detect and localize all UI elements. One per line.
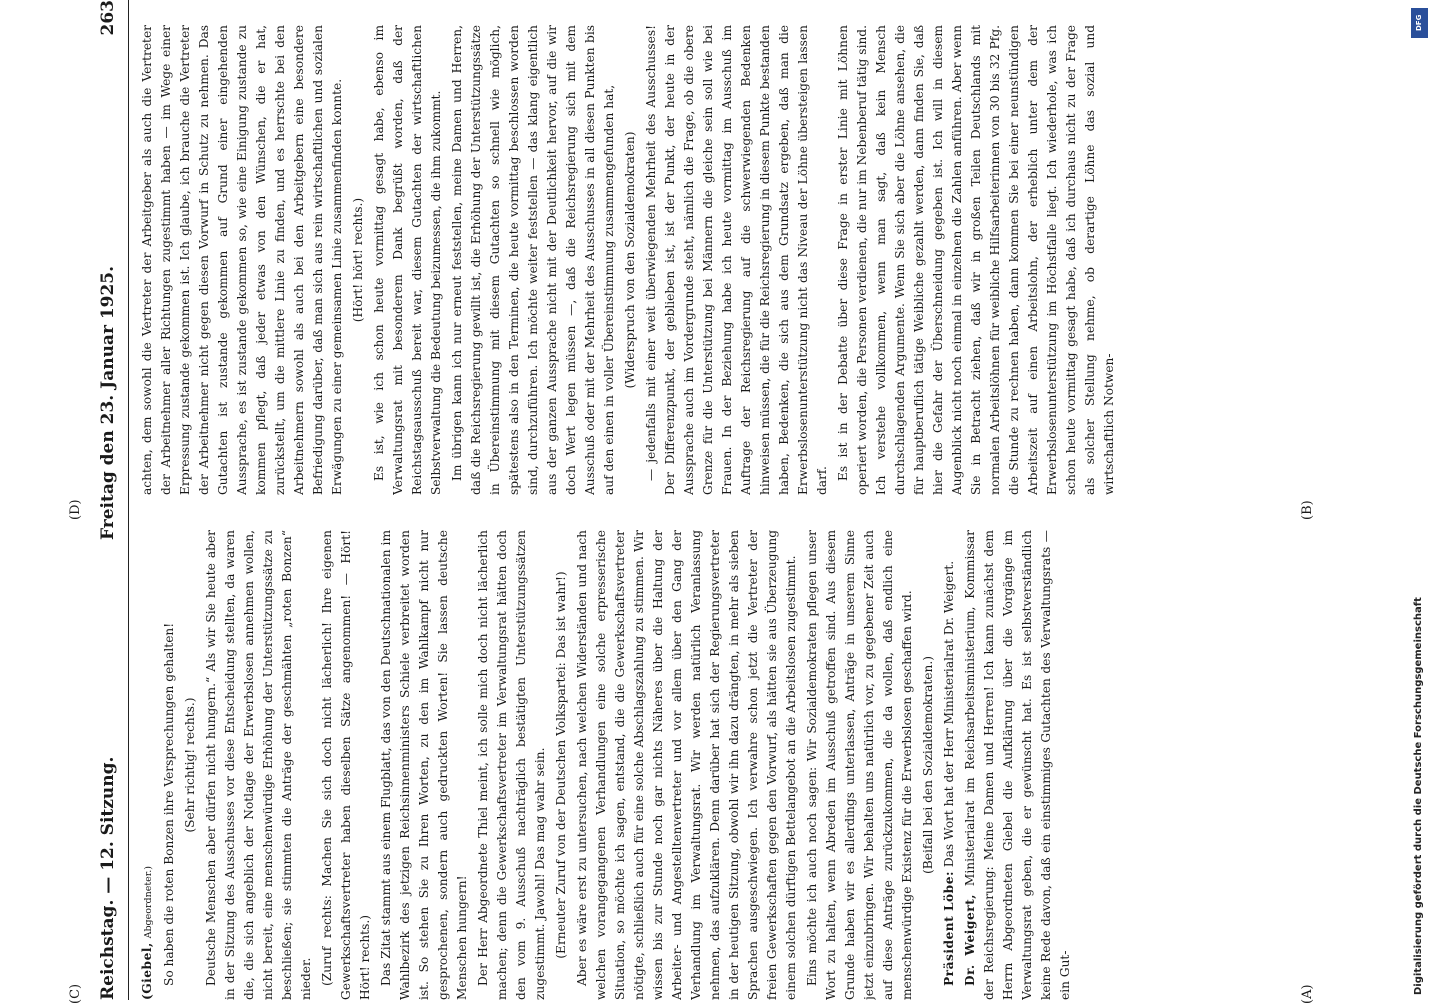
paragraph: Das Zitat stammt aus einem Flugblatt, das von den Deutschnationalen im Wahlbezirk des jetzigen Reichsinnenministers Schiele verbreitet worden ist. So stehen Sie zu Ihren Worten, zu den im Wahlkampf nicht nur gesprochenen, sondern auch gedruckten Worten! Sie lassen deutsche Menschen hungern!	[379, 530, 469, 1000]
paragraph: (Zuruf rechts: Machen Sie sich doch nicht lächerlich! Ihre eigenen Gewerkschaftsvertreter haben dieselben Sätze angenommen! — Hört! Hört! rechts.)	[320, 530, 372, 1000]
speaker-text: Das Wort hat der Herr Ministerialrat Dr. Weigert.	[942, 560, 956, 868]
dfg-logo: DFG	[1411, 8, 1428, 38]
text-column-right	[138, 25, 1298, 495]
paragraph: — jedenfalls mit einer weit überwiegenden Mehrheit des Ausschusses! Der Differenzpunkt, der geblieben ist, ist der Punkt, der heute in der Aussprache auch im Vordergrunde steht, nämlich die Frage, ob die obere Grenze für die Unterstützung bei Männern die gleiche sein soll wie bei Frauen. In der Beziehung habe ich heute vormittag im Ausschuß im Auftrage der Reichsregierung auf die schwerwiegenden Bedenken hinweisen müssen, die für die Reichsregierung in diesem Punkte bestanden haben, Bedenken, die sich aus dem Grundsatz ergeben, daß man die Erwerbslosenunterstützung nicht das Niveau der Löhne übersteigen lassen darf.	[644, 25, 829, 495]
interjection: (Erneuter Zuruf von der Deutschen Volkspartei: Das ist wahr!)	[554, 571, 568, 959]
paragraph: Aber es wäre erst zu untersuchen, nach welchen Widerständen und nach welchen vorangegangenen Verhandlungen eine solche erpresserische Situation, so möchte ich sagen, entstand, die die Gewerkschaftsvertreter nötigte, schließlich auch für eine solche Abschlagszahlung zu stimmen. Wir wissen bis zur Stunde noch gar nichts Näheres über die Haltung der Arbeiter- und Angestelltenvertreter und vor allem über den Gang der Verhandlung im Verwaltungsrat. Wir werden natürlich Veranlassung nehmen, das aufzuklären. Denn darüber hat sich der Regierungsvertreter in der heutigen Sitzung, obwohl wir ihn dazu drängten, in mehr als sieben Sprachen ausgeschwiegen. Ich verwahre schon jetzt die Vertreter der freien Gewerkschaften gegen den Vorwurf, als hätten sie aus Überzeugung einem solchen dürftigen Bettelangebot an die Arbeitslosen zugestimmt.	[575, 530, 798, 1000]
header-date: Freitag den 23. Januar 1925.	[98, 265, 118, 540]
rotated-newspaper-page	[68, 0, 1320, 1004]
interjection: (Widerspruch von den Sozialdemokraten)	[623, 131, 637, 389]
header-session: Reichstag. — 12. Sitzung.	[98, 756, 118, 1000]
interjection: (Sehr richtig! rechts.)	[183, 697, 197, 833]
speaker-name: Dr. Weigert,	[963, 894, 977, 986]
header-page-number: 263	[98, 0, 118, 36]
paragraph: Deutsche Menschen aber dürfen nicht hungern.“ Als wir Sie heute aber in der Sitzung des Ausschusses vor diese Entscheidung stellten, da waren die, die sich angeblich der Notlage der Erwerbslosen annehmen wollen, nicht bereit, eine menschenwürdige Erhöhung der Unterstützungssätze zu beschließen; sie stimmten die Anträge der geschmähten „roten Bonzen“ nieder.	[204, 530, 313, 1000]
digitization-credit	[1410, 0, 1430, 1000]
margin-marker-d: (D)	[68, 499, 83, 520]
margin-marker-a: (A)	[1300, 984, 1315, 1004]
page-header	[90, 0, 129, 1000]
paragraph: Eins möchte ich auch noch sagen: Wir Sozialdemokraten pflegen unser Wort zu halten, wenn Abreden im Ausschuß getroffen sind. Aus diesem Grunde haben wir es allerdings unterlassen, Anträge in unserem Sinne jetzt einzubringen. Wir behalten uns natürlich vor, zu gegebener Zeit auch auf diese Anträge zurückzukommen, die da wollen, daß endlich eine menschenwürdige Existenz für die Erwerbslosen geschaffen wird.	[805, 530, 914, 1000]
interjection: (Beifall bei den Sozialdemokraten.)	[921, 656, 935, 874]
speaker-name: (Giebel,	[140, 942, 154, 1000]
margin-marker-b: (B)	[1300, 500, 1315, 520]
speaker-role: Abgeordneter.)	[143, 866, 154, 939]
paragraph: Es ist in der Debatte über diese Frage in erster Linie mit Löhnen operiert worden, die Personen verdienen, die nur im Nebenberuf tätig sind. Ich verstehe vollkommen, wenn man sagt, daß kein Mensch durchschlagenden Argumente. Wenn Sie sich aber die Löhne ansehen, die für hauptberuflich tätige Weibliche gezahlt werden, dann finden Sie, daß hier die Gefahr der Überschneidung gegeben ist. Ich will in diesem Augenblick nicht noch einmal in einzelnen die Zahlen anführen. Aber wenn Sie in Betracht ziehen, daß wir in großen Teilen Deutschlands mit normalen Arbeitslöhnen für weibliche Hilfsarbeiterinnen von 30 bis 32 Pfg. die Stunde zu rechnen haben, dann kommen Sie bei einer neunstündigen Arbeitszeit auf einen Arbeitslohn, der erheblich unter dem der Erwerbslosenunterstützung im Höchstfalle liegt. Ich wiederhole, was ich schon heute vormittag gesagt habe, daß ich durchaus nicht zu der Frage als solcher Stellung nehme, ob derartige Löhne das sozial und wirtschaftlich Notwen-	[836, 25, 1116, 495]
margin-marker-c: (C)	[68, 983, 83, 1004]
speaker-heading	[138, 530, 158, 1000]
speaker-name: Präsident Löbe:	[942, 871, 956, 986]
paragraph: Es ist, wie ich schon heute vormittag gesagt habe, ebenso im Verwaltungsrat mit besonderem Dank begrüßt worden, daß der Reichstagsausschuß bereit war, diesem Gutachten der wirtschaftlichen Selbstverwaltung die Bedeutung beizumessen, die ihm zukommt.	[372, 25, 443, 495]
interjection: (Hört! hört! rechts.)	[351, 197, 365, 323]
paragraph: Der Herr Abgeordnete Thiel meint, ich solle mich doch nicht lächerlich machen; denn die Gewerkschaftsvertreter im Verwaltungsrat hätten doch den vom 9. Ausschuß nachträglich bestätigten Unterstützungssätzen zugestimmt. Jawohl! Das mag wahr sein.	[476, 530, 547, 1000]
paragraph: So haben die roten Bonzen ihre Versprechungen gehalten!	[162, 622, 176, 986]
text-column-left	[138, 530, 1298, 1000]
speaker-paragraph	[961, 530, 1075, 1000]
speaker-text: Ministerialrat im Reichsarbeitsministerium, Kommissar der Reichsregierung: Meine Damen und Herren! Ich kann zunächst dem Herrn Abgeordneten Giebel die Aufklärung über die Vorgänge im Verwaltungsrat geben, die er gewünscht hat. Es ist selbstverständlich keine Rede davon, daß ein einstimmiges Gutachten des Verwaltungsrats — ein Gut-	[963, 530, 1072, 1000]
paragraph: Im übrigen kann ich nur erneut feststellen, meine Damen und Herren, daß die Reichsregierung gewillt ist, die Erhöhung der Unterstützungssätze in Übereinstimmung mit diesem Gutachten so schnell wie möglich, spätestens also in den Terminen, die heute vormittag beschlossen worden sind, durchzuführen. Ich möchte weiter feststellen — das klang eigentlich aus der ganzen Aussprache nicht mit der Deutlichkeit hervor, auf die wir doch Wert legen müssen —, daß die Reichsregierung sich mit dem Ausschuß oder mit der Mehrheit des Ausschusses in all diesen Punkten bis auf den einen in voller Übereinstimmung zusammengefunden hat,	[450, 25, 616, 495]
speaker-paragraph	[940, 530, 959, 1000]
paragraph: achten, dem sowohl die Vertreter der Arbeitgeber als auch die Vertreter der Arbeitnehmer aller Richtungen zugestimmt haben — im Wege einer Erpressung zustande gekommen ist. Ich glaube, ich brauche die Vertreter der Arbeitnehmer nicht gegen diesen Vorwurf in Schutz zu nehmen. Das Gutachten ist zustande gekommen auf Grund einer eingehenden Aussprache, es ist zustande gekommen so, wie eine Einigung zustande zu kommen pflegt, daß jeder etwas von den Wünschen, die er hat, zurückstellt, um die mittlere Linie zu finden, und es herrschte bei den Arbeitnehmern sowohl als auch bei den Arbeitgebern eine besondere Befriedigung darüber, daß man sich aus rein wirtschaftlichen und sozialen Erwägungen zu einer gemeinsamen Linie zusammenfinden konnte.	[140, 25, 344, 495]
credit-text: Digitalisierung gefördert durch die Deutsche Forschungsgemeinschaft	[1413, 597, 1424, 995]
